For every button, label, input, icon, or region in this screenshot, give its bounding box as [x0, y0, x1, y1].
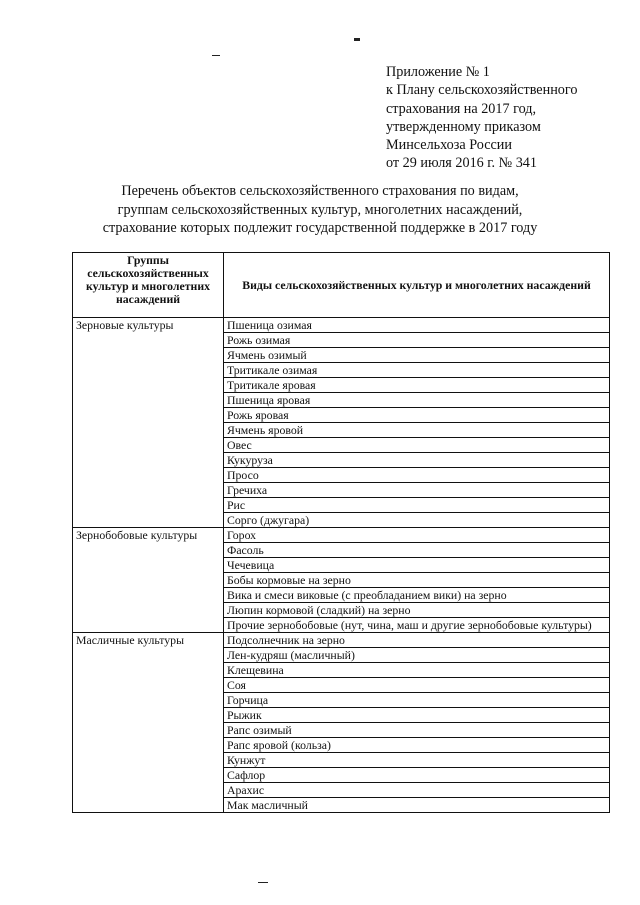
crop-name: Просо: [224, 468, 610, 483]
header-groups: Группы сельскохозяйственных культур и многолетних насаждений: [73, 253, 224, 318]
crop-name: Тритикале яровая: [224, 378, 610, 393]
crop-name: Лен-кудряш (масличный): [224, 648, 610, 663]
scan-speck: [258, 882, 268, 883]
appendix-line: страхования на 2017 год,: [386, 100, 537, 117]
crop-name: Горох: [224, 528, 610, 543]
crop-name: Рис: [224, 498, 610, 513]
crop-name: Клещевина: [224, 663, 610, 678]
crop-group-name: Зернобобовые культуры: [73, 528, 224, 633]
crop-name: Вика и смеси виковые (с преобладанием вики) на зерно: [224, 588, 610, 603]
table-header-row: [73, 253, 610, 318]
appendix-line: к Плану сельскохозяйственного: [386, 82, 578, 99]
crop-name: Рожь яровая: [224, 408, 610, 423]
table-row: [73, 318, 610, 333]
crop-name: Мак масличный: [224, 798, 610, 813]
document-title: [60, 182, 580, 238]
crop-name: Рожь озимая: [224, 333, 610, 348]
crop-name: Пшеница озимая: [224, 318, 610, 333]
crops-table-body: [73, 318, 610, 813]
crop-name: Кукуруза: [224, 453, 610, 468]
appendix-line: Приложение № 1: [386, 64, 490, 80]
table-row: [73, 633, 610, 648]
crop-name: Люпин кормовой (сладкий) на зерно: [224, 603, 610, 618]
crop-name: Подсолнечник на зерно: [224, 633, 610, 648]
crop-name: Чечевица: [224, 558, 610, 573]
crop-group-name: Зерновые культуры: [73, 318, 224, 528]
crop-name: Гречиха: [224, 483, 610, 498]
crop-name: Сорго (джугара): [224, 513, 610, 528]
crop-name: Горчица: [224, 693, 610, 708]
crop-name: Рапс озимый: [224, 723, 610, 738]
scan-speck: [212, 55, 220, 56]
crop-name: Пшеница яровая: [224, 393, 610, 408]
crop-name: Ячмень озимый: [224, 348, 610, 363]
crop-name: Тритикале озимая: [224, 363, 610, 378]
crop-name: Кунжут: [224, 753, 610, 768]
crops-table: [72, 252, 610, 813]
crop-name: Арахис: [224, 783, 610, 798]
crop-name: Овес: [224, 438, 610, 453]
table-row: [73, 528, 610, 543]
appendix-block: [386, 63, 577, 173]
crop-name: Сафлор: [224, 768, 610, 783]
appendix-line: утвержденному приказом: [386, 118, 541, 135]
header-crop-types: Виды сельскохозяйственных культур и многолетних насаждений: [224, 253, 610, 318]
crop-name: Рыжик: [224, 708, 610, 723]
crop-group-name: Масличные культуры: [73, 633, 224, 813]
appendix-line: от 29 июля 2016 г. № 341: [386, 155, 537, 172]
title-line: страхование которых подлежит государственной поддержке в 2017 году: [102, 220, 538, 236]
crop-name: Ячмень яровой: [224, 423, 610, 438]
title-line: группам сельскохозяйственных культур, многолетних насаждений,: [117, 201, 523, 218]
crop-name: Прочие зернобобовые (нут, чина, маш и другие зернобобовые культуры): [224, 618, 610, 633]
crop-name: Бобы кормовые на зерно: [224, 573, 610, 588]
crop-name: Фасоль: [224, 543, 610, 558]
crop-name: Рапс яровой (кольза): [224, 738, 610, 753]
title-line: Перечень объектов сельскохозяйственного страхования по видам,: [121, 183, 519, 199]
appendix-line: Минсельхоза России: [386, 137, 512, 154]
scan-speck: [354, 38, 360, 41]
crop-name: Соя: [224, 678, 610, 693]
